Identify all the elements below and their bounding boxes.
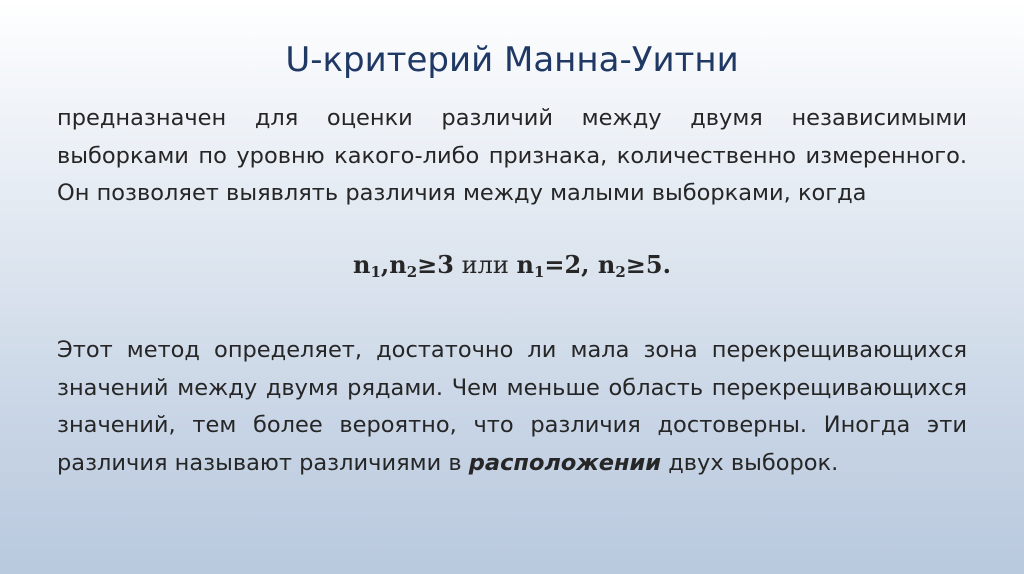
formula-n2-symbol: n [389, 250, 407, 279]
formula-n1-subscript: 1 [370, 263, 381, 281]
method-paragraph [57, 332, 967, 482]
formula-condition-2b: ≥5. [625, 250, 671, 279]
formula-comma: , [380, 250, 390, 279]
formula-n1-symbol: n [353, 250, 371, 279]
sample-size-condition [0, 250, 1024, 281]
method-text: Этот метод определяет, достаточно ли мала зона перекрещивающихся значений между двумя рядами. Чем меньше область перекрещивающихся значений, тем более вероятно, что различия достоверны. Иногда эти различия называют различиями в [57, 337, 967, 476]
formula-n2-subscript: 2 [406, 263, 418, 281]
formula-n1b-symbol: n [516, 250, 534, 279]
emphasized-term: расположении [468, 449, 662, 476]
formula-n2b-symbol: n [597, 250, 616, 279]
formula-n2b-subscript: 2 [615, 263, 626, 281]
formula-n1b-subscript: 1 [533, 263, 545, 281]
formula-connector: или [453, 251, 517, 279]
formula-condition-1: ≥3 [417, 250, 454, 279]
method-text-end: двух выборок. [661, 449, 839, 476]
formula-condition-2a: =2, [544, 250, 598, 279]
slide-title: U-критерий Манна-Уитни [285, 40, 739, 80]
definition-paragraph: предназначен для оценки различий между двумя независимыми выборками по уровню какого-либо признака, количественно измеренного. Он позволяет выявлять различия между малыми выборками, когда [57, 105, 967, 206]
